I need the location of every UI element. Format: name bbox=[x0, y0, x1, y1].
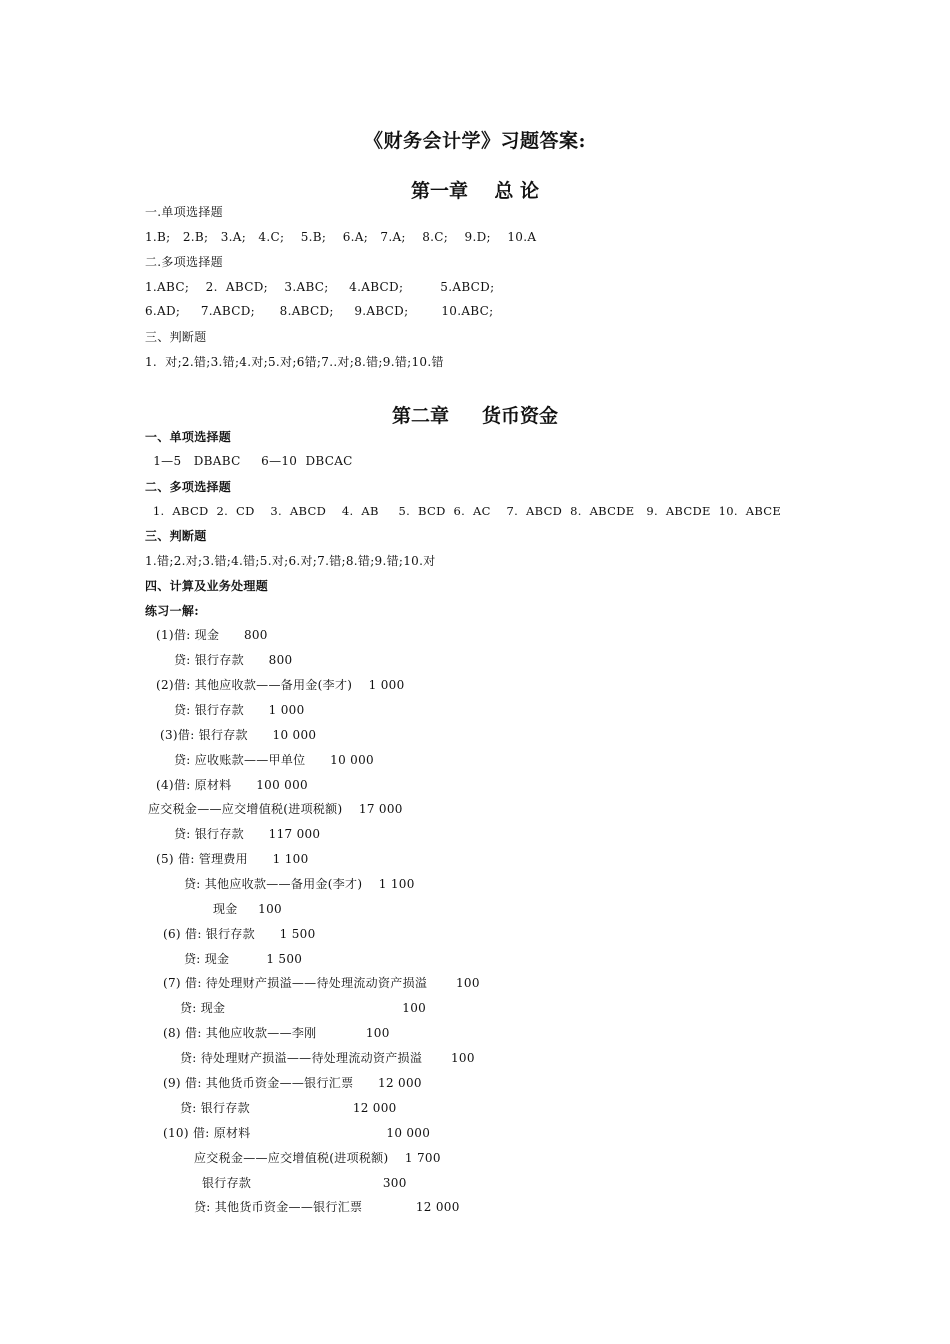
journal-entry-line: 应交税金——应交增值税(进项税额) 17 000 bbox=[148, 802, 403, 816]
document-title: 《财务会计学》习题答案: bbox=[363, 130, 586, 152]
ch2-single-choice-heading: 一、单项选择题 bbox=[145, 430, 232, 444]
ch1-true-false-answers: 1. 对;2.错;3.错;4.对;5.对;6错;7..对;8.错;9.错;10.错 bbox=[145, 355, 444, 369]
journal-entry-line: (4)借: 原材料 100 000 bbox=[156, 778, 308, 792]
journal-entry-line: (1)借: 现金 800 bbox=[156, 628, 268, 642]
journal-entry-line: (8) 借: 其他应收款——李刚 100 bbox=[163, 1026, 390, 1040]
journal-entry-line: 贷: 银行存款 1 000 bbox=[174, 703, 305, 717]
ch2-exercise-heading: 练习一解: bbox=[145, 604, 199, 618]
ch1-multiple-choice-heading: 二.多项选择题 bbox=[145, 255, 223, 269]
ch2-true-false-heading: 三、判断题 bbox=[145, 529, 207, 543]
journal-entry-line: 应交税金——应交增值税(进项税额) 1 700 bbox=[194, 1151, 441, 1165]
ch1-true-false-heading: 三、判断题 bbox=[145, 330, 207, 344]
journal-entry-line: (9) 借: 其他货币资金——银行汇票 12 000 bbox=[163, 1076, 422, 1090]
journal-entry-line: (10) 借: 原材料 10 000 bbox=[163, 1126, 431, 1140]
journal-entry-line: 银行存款 300 bbox=[202, 1176, 407, 1190]
journal-entry-line: (3)借: 银行存款 10 000 bbox=[160, 728, 317, 742]
ch2-multiple-choice-answers: 1. ABCD 2. CD 3. ABCD 4. AB 5. BCD 6. AC 7. ABCD 8. ABCDE 9. ABCDE 10. ABCE bbox=[145, 504, 782, 518]
ch2-true-false-answers: 1.错;2.对;3.错;4.错;5.对;6.对;7.错;8.错;9.错;10.对 bbox=[145, 554, 436, 568]
ch2-multiple-choice-heading: 二、多项选择题 bbox=[145, 480, 232, 494]
journal-entry-line: 贷: 银行存款 12 000 bbox=[180, 1101, 397, 1115]
journal-entry-line: 贷: 现金 100 bbox=[180, 1001, 427, 1015]
journal-entry-line: (7) 借: 待处理财产损溢——待处理流动资产损溢 100 bbox=[163, 976, 480, 990]
ch1-multiple-choice-row1: 1.ABC; 2. ABCD; 3.ABC; 4.ABCD; 5.ABCD; bbox=[145, 280, 495, 294]
chapter1-title: 第一章 总 论 bbox=[410, 180, 540, 202]
journal-entry-line: 贷: 其他应收款——备用金(李才) 1 100 bbox=[184, 877, 415, 891]
ch1-single-choice-answers: 1.B; 2.B; 3.A; 4.C; 5.B; 6.A; 7.A; 8.C; 9.D; 10.A bbox=[145, 230, 537, 244]
journal-entry-line: 贷: 其他货币资金——银行汇票 12 000 bbox=[194, 1200, 460, 1214]
journal-entry-line: 贷: 待处理财产损溢——待处理流动资产损溢 100 bbox=[180, 1051, 475, 1065]
journal-entry-line: 贷: 应收账款——甲单位 10 000 bbox=[174, 753, 374, 767]
journal-entry-line: 贷: 银行存款 117 000 bbox=[174, 827, 321, 841]
journal-entry-line: 贷: 银行存款 800 bbox=[174, 653, 293, 667]
journal-entry-line: 现金 100 bbox=[213, 902, 282, 916]
ch2-single-choice-answers: 1—5 DBABC 6—10 DBCAC bbox=[145, 454, 353, 468]
chapter2-title: 第二章 货币资金 bbox=[391, 405, 559, 427]
ch1-single-choice-heading: 一.单项选择题 bbox=[145, 205, 223, 219]
ch1-multiple-choice-row2: 6.AD; 7.ABCD; 8.ABCD; 9.ABCD; 10.ABC; bbox=[145, 304, 494, 318]
journal-entry-line: (5) 借: 管理费用 1 100 bbox=[156, 852, 309, 866]
journal-entry-line: 贷: 现金 1 500 bbox=[184, 952, 303, 966]
journal-entry-line: (6) 借: 银行存款 1 500 bbox=[163, 927, 316, 941]
journal-entry-line: (2)借: 其他应收款——备用金(李才) 1 000 bbox=[156, 678, 405, 692]
ch2-calc-heading: 四、计算及业务处理题 bbox=[145, 579, 269, 593]
